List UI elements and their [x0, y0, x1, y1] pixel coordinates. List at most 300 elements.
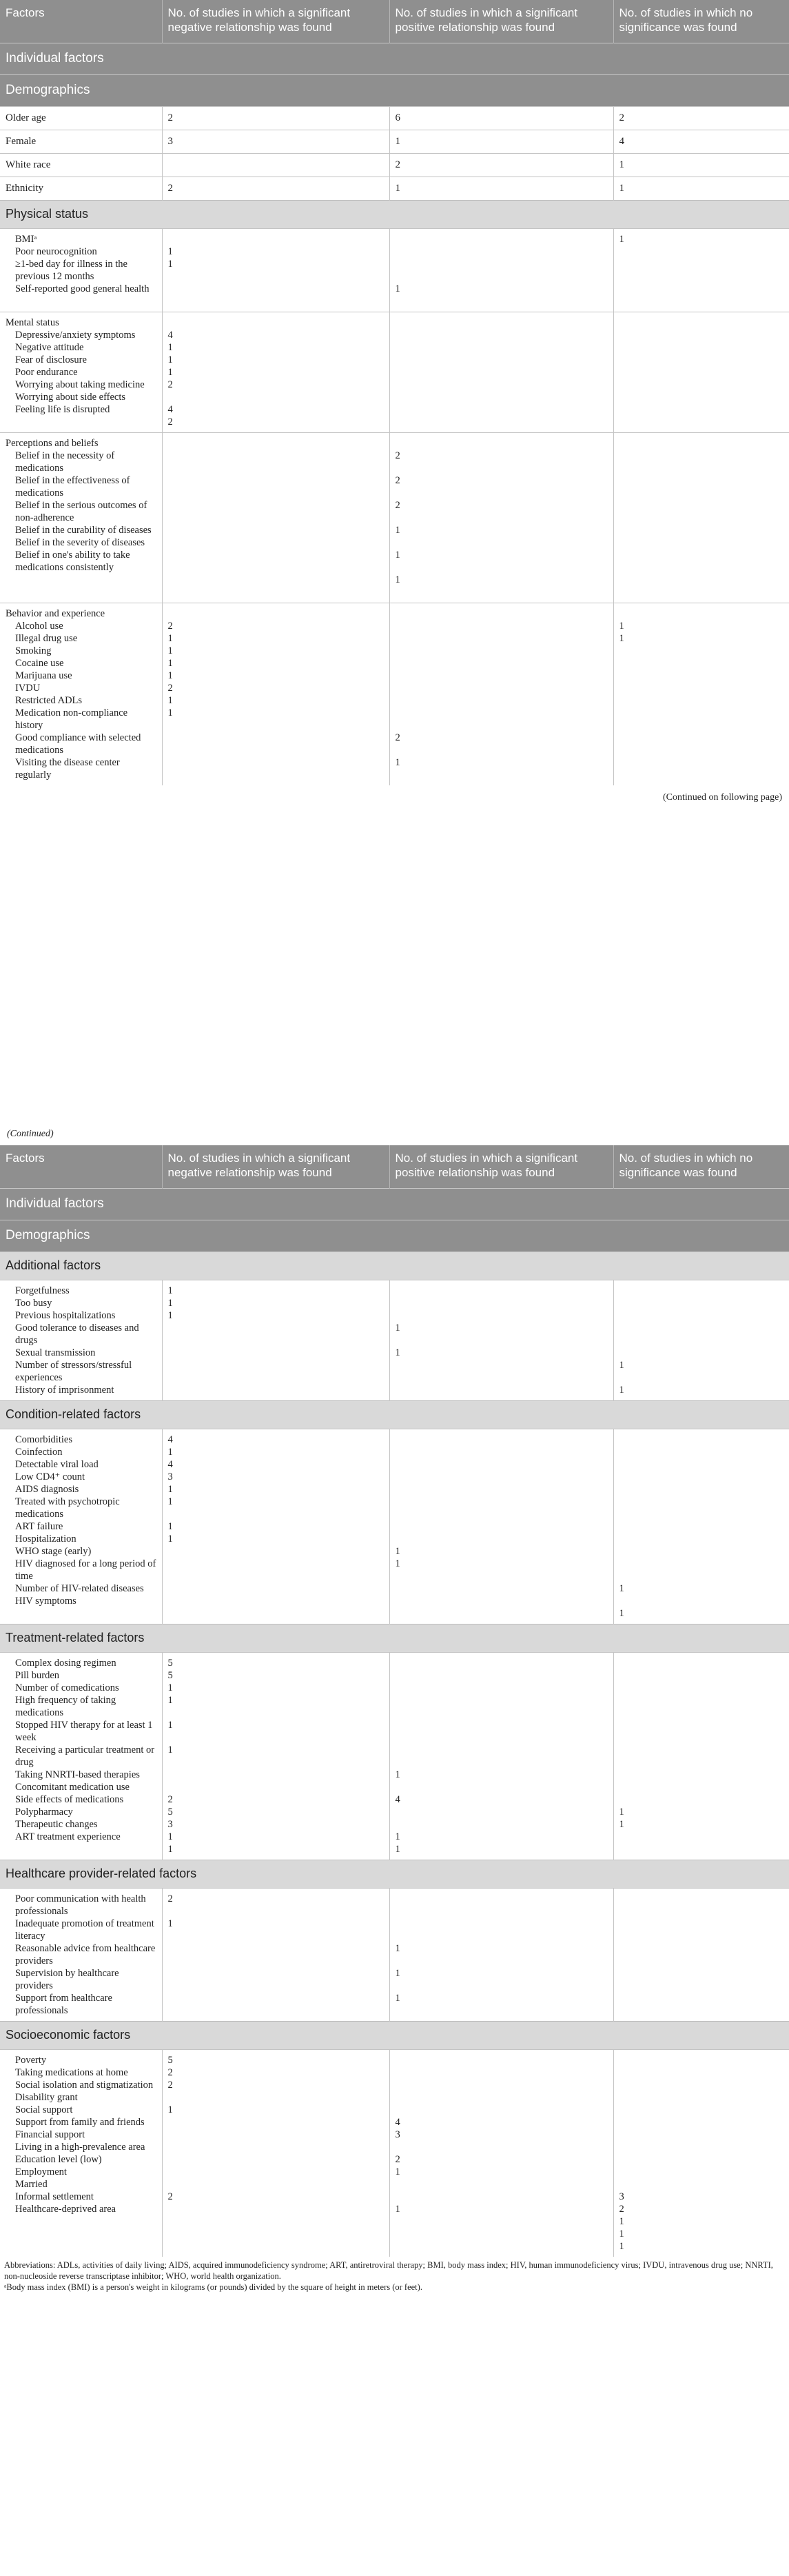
factor-label: Low CD4⁺ count — [15, 1471, 85, 1482]
positive-value — [396, 245, 608, 258]
positive-cell — [389, 1888, 613, 2021]
table-row — [0, 106, 789, 130]
factor-label: IVDU — [15, 682, 41, 694]
negative-value: 1 — [167, 1918, 173, 1929]
positive-value — [396, 1496, 608, 1520]
positive-value — [396, 657, 608, 670]
no-significance-value — [619, 2129, 784, 2153]
table-row — [0, 177, 789, 200]
factor-label: Illegal drug use — [15, 632, 78, 644]
positive-value: 4 — [395, 1793, 400, 1805]
positive-value: 1 — [395, 1769, 400, 1780]
no-significance-value — [619, 1322, 784, 1347]
negative-value: 1 — [167, 1446, 173, 1458]
factor-cell: Older age — [0, 106, 162, 130]
factor-label: Pill burden — [15, 1669, 60, 1681]
factor-label: Poverty — [15, 2054, 47, 2066]
spacer — [619, 437, 784, 450]
negative-value: 1 — [167, 1694, 173, 1706]
factor-label: HIV diagnosed for a long period of time — [15, 1558, 156, 1582]
positive-value: 1 — [395, 2166, 400, 2177]
negative-value — [168, 732, 384, 756]
positive-value: 2 — [395, 732, 400, 743]
positive-cell: 2 — [389, 153, 613, 177]
negative-value: 1 — [167, 1483, 173, 1495]
no-significance-value — [619, 1558, 784, 1582]
no-significance-value — [619, 1992, 784, 2017]
no-significance-value — [619, 450, 784, 474]
no-significance-value: 1 — [619, 1607, 624, 1619]
positive-value — [396, 620, 608, 632]
negative-value: 1 — [167, 645, 173, 656]
negative-value — [168, 1384, 384, 1396]
factor-label: Belief in the curability of diseases — [15, 524, 152, 536]
factor-label: Fear of disclosure — [15, 354, 87, 365]
factor-cell — [0, 1888, 162, 2021]
factor-label: Belief in the necessity of medications — [15, 450, 115, 474]
table-row-group — [0, 1429, 789, 1624]
positive-value — [396, 1458, 608, 1471]
positive-value — [396, 1359, 608, 1384]
no-significance-cell: 1 — [613, 153, 789, 177]
negative-value: 1 — [167, 366, 173, 378]
positive-value — [396, 1471, 608, 1483]
negative-value — [168, 1347, 384, 1359]
no-significance-value: 1 — [619, 1359, 624, 1371]
factor-cell — [0, 432, 162, 603]
factor-label: Feeling life is disrupted — [15, 403, 110, 415]
positive-value — [396, 694, 608, 707]
positive-cell — [389, 2049, 613, 2257]
negative-value: 4 — [167, 1433, 173, 1445]
positive-value — [396, 707, 608, 732]
section-title: Socioeconomic factors — [0, 2021, 789, 2049]
factor-label: Social support — [15, 2104, 73, 2115]
factor-label: History of imprisonment — [15, 1384, 114, 1396]
factor-label: Smoking — [15, 645, 52, 656]
negative-value: 2 — [167, 1793, 173, 1805]
factor-label: ART treatment experience — [15, 1831, 121, 1842]
factor-label: Therapeutic changes — [15, 1818, 98, 1830]
factor-label: WHO stage (early) — [15, 1545, 92, 1557]
negative-value — [168, 1967, 384, 1992]
negative-cell — [162, 312, 389, 432]
positive-value — [396, 2066, 608, 2079]
factor-label: Taking medications at home — [15, 2066, 128, 2078]
no-significance-value — [619, 1496, 784, 1520]
positive-value — [396, 645, 608, 657]
factor-label: Comorbidities — [15, 1433, 72, 1445]
positive-value — [396, 2240, 608, 2253]
positive-value: 1 — [395, 756, 400, 768]
positive-value — [396, 366, 608, 379]
positive-value — [396, 354, 608, 366]
factor-label: AIDS diagnosis — [15, 1483, 79, 1495]
factor-label: Depressive/anxiety symptoms — [15, 329, 136, 341]
negative-cell — [162, 603, 389, 785]
negative-cell — [162, 1280, 389, 1400]
negative-value — [168, 1322, 384, 1347]
table-row-group — [0, 312, 789, 432]
positive-value — [396, 1918, 608, 1942]
section-title: Physical status — [0, 200, 789, 228]
negative-value: 1 — [167, 707, 173, 718]
section-demographics: Demographics — [0, 74, 789, 106]
no-significance-value — [619, 1520, 784, 1533]
no-significance-value — [619, 2079, 784, 2104]
positive-value — [396, 2079, 608, 2104]
negative-value: 1 — [167, 1496, 173, 1507]
section-physical-status — [0, 200, 789, 228]
no-significance-value — [619, 670, 784, 682]
group-heading: Perceptions and beliefs — [6, 437, 99, 449]
no-significance-value — [619, 1831, 784, 1843]
negative-cell: 3 — [162, 130, 389, 153]
factor-label: Belief in the serious outcomes of non-adherence — [15, 499, 147, 523]
factor-label: Restricted ADLs — [15, 694, 83, 706]
section-title: Healthcare provider-related factors — [0, 1860, 789, 1888]
positive-value — [396, 1520, 608, 1533]
no-significance-value: 1 — [619, 1806, 624, 1818]
no-significance-value — [619, 657, 784, 670]
no-significance-value — [619, 1793, 784, 1806]
negative-value — [168, 1942, 384, 1967]
factor-label: Negative attitude — [15, 341, 84, 353]
table-page-1 — [0, 0, 789, 803]
no-significance-value — [619, 1533, 784, 1545]
negative-value: 1 — [167, 1682, 173, 1693]
factor-label: Coinfection — [15, 1446, 63, 1458]
negative-value — [168, 2129, 384, 2153]
factor-label: Concomitant medication use — [15, 1781, 130, 1793]
positive-value — [396, 1533, 608, 1545]
factor-cell — [0, 1280, 162, 1400]
no-significance-value — [619, 366, 784, 379]
positive-value — [396, 2104, 608, 2116]
factor-label: Informal settlement — [15, 2191, 94, 2202]
group-heading: Mental status — [6, 316, 59, 328]
positive-value — [396, 2228, 608, 2240]
table-row-group — [0, 228, 789, 312]
positive-cell — [389, 432, 613, 603]
factor-label: Previous hospitalizations — [15, 1309, 116, 1321]
no-significance-value: 1 — [619, 1384, 624, 1396]
no-significance-value — [619, 645, 784, 657]
positive-value — [396, 1582, 608, 1607]
no-significance-cell — [613, 1888, 789, 2021]
no-significance-value — [619, 379, 784, 403]
negative-cell — [162, 1652, 389, 1860]
header-positive: No. of studies in which a significant positive relationship was found — [389, 0, 613, 43]
factor-cell: White race — [0, 153, 162, 177]
positive-value — [396, 1607, 608, 1620]
factor-label: Reasonable advice from healthcare providers — [15, 1942, 156, 1966]
negative-value: 1 — [167, 341, 173, 353]
no-significance-value — [619, 416, 784, 428]
section-row — [0, 1400, 789, 1429]
positive-value — [396, 1893, 608, 1918]
spacer — [619, 607, 784, 620]
negative-cell — [162, 1888, 389, 2021]
footnote-abbreviations: Abbreviations: ADLs, activities of daily living; AIDS, acquired immunodeficiency syndrome; ART, antiretroviral therapy; BMI, body mass index; HIV, human immunodeficiency virus; IVDU, intravenous drug use; NNRTI, non-nucleoside reverse transcriptase inhibitor; WHO, world health organization. — [4, 2260, 773, 2281]
no-significance-value: 1 — [619, 620, 624, 632]
no-significance-cell — [613, 432, 789, 603]
factor-label: Worrying about taking medicine — [15, 379, 145, 390]
negative-value: 1 — [167, 1831, 173, 1842]
no-significance-value — [619, 258, 784, 283]
negative-value: 2 — [167, 2079, 173, 2091]
no-significance-value: 1 — [619, 1818, 624, 1830]
positive-value: 1 — [395, 2203, 400, 2215]
no-significance-value — [619, 549, 784, 574]
negative-value — [168, 499, 384, 524]
negative-value: 2 — [167, 682, 173, 694]
positive-value — [396, 1309, 608, 1322]
factor-label: Number of comedications — [15, 1682, 119, 1693]
header-positive: No. of studies in which a significant positive relationship was found — [389, 1145, 613, 1188]
table-row-group — [0, 1652, 789, 1860]
table-header-row — [0, 1145, 789, 1188]
positive-cell — [389, 312, 613, 432]
group-heading: Behavior and experience — [6, 607, 105, 619]
no-significance-value: 1 — [619, 2228, 624, 2240]
no-significance-value — [619, 2104, 784, 2116]
positive-value — [396, 1384, 608, 1396]
positive-value — [396, 2054, 608, 2066]
negative-value: 2 — [167, 1893, 173, 1904]
factors-table-continued — [0, 1145, 789, 2257]
factor-label: Stopped HIV therapy for at least 1 week — [15, 1719, 153, 1743]
negative-value: 2 — [167, 416, 173, 427]
section-individual-factors: Individual factors — [0, 1188, 789, 1220]
factor-label: Number of stressors/stressful experiences — [15, 1359, 132, 1383]
section-title: Treatment-related factors — [0, 1624, 789, 1652]
negative-cell: 2 — [162, 106, 389, 130]
no-significance-value — [619, 1893, 784, 1918]
no-significance-value — [619, 1471, 784, 1483]
section-title: Condition-related factors — [0, 1400, 789, 1429]
negative-value: 3 — [167, 1818, 173, 1830]
factor-label: Good compliance with selected medications — [15, 732, 141, 756]
negative-value: 1 — [167, 1719, 173, 1731]
continued-note: (Continued on following page) — [662, 792, 782, 803]
table-row-group — [0, 2049, 789, 2257]
positive-value — [396, 1682, 608, 1694]
negative-value — [168, 2166, 384, 2191]
negative-value: 1 — [167, 1309, 173, 1321]
positive-value — [396, 329, 608, 341]
factor-label: Good tolerance to diseases and drugs — [15, 1322, 139, 1346]
positive-value: 1 — [395, 574, 400, 585]
positive-value: 2 — [395, 474, 400, 486]
positive-cell — [389, 603, 613, 785]
positive-value — [396, 258, 608, 283]
negative-value — [168, 2215, 384, 2228]
positive-value — [396, 379, 608, 403]
negative-value: 4 — [167, 1458, 173, 1470]
no-significance-value — [619, 2116, 784, 2129]
no-significance-value — [619, 1446, 784, 1458]
section-row — [0, 2021, 789, 2049]
negative-value — [168, 756, 384, 781]
factor-cell: Ethnicity — [0, 177, 162, 200]
section-row — [0, 1251, 789, 1280]
positive-value — [396, 1297, 608, 1309]
negative-value — [168, 2153, 384, 2166]
section-individual-factors: Individual factors — [0, 43, 789, 74]
positive-cell — [389, 1652, 613, 1860]
factor-cell — [0, 2049, 162, 2257]
positive-value — [396, 1285, 608, 1297]
factor-cell — [0, 312, 162, 432]
no-significance-value: 1 — [619, 233, 624, 245]
no-significance-value: 3 — [619, 2191, 624, 2202]
factor-cell — [0, 1652, 162, 1860]
factor-label: Employment — [15, 2166, 67, 2177]
no-significance-value — [619, 1545, 784, 1558]
no-significance-value — [619, 245, 784, 258]
positive-value: 1 — [395, 1347, 400, 1358]
positive-value — [396, 1657, 608, 1669]
positive-cell — [389, 1280, 613, 1400]
no-significance-value: 1 — [619, 632, 624, 644]
factor-label: Worrying about side effects — [15, 391, 126, 403]
negative-value — [168, 1607, 384, 1620]
negative-value — [168, 1545, 384, 1558]
no-significance-value — [619, 1669, 784, 1682]
no-significance-value — [619, 499, 784, 524]
factor-label: Self-reported good general health — [15, 283, 150, 294]
no-significance-cell — [613, 312, 789, 432]
factor-label: HIV symptoms — [15, 1595, 76, 1607]
factor-label: Support from family and friends — [15, 2116, 145, 2128]
positive-value: 1 — [395, 1992, 400, 2004]
factor-label: Financial support — [15, 2129, 85, 2140]
no-significance-value — [619, 732, 784, 756]
no-significance-value — [619, 2153, 784, 2166]
negative-value: 1 — [167, 258, 173, 270]
factor-label: Support from healthcare professionals — [15, 1992, 112, 2016]
factor-label: Married — [15, 2178, 48, 2190]
no-significance-value — [619, 682, 784, 694]
negative-value — [168, 1582, 384, 1607]
table-row-group — [0, 432, 789, 603]
factor-label: Living in a high-prevalence area — [15, 2141, 145, 2153]
positive-value — [396, 1446, 608, 1458]
positive-value: 4 — [395, 2116, 400, 2128]
header-negative: No. of studies in which a significant negative relationship was found — [162, 0, 389, 43]
no-significance-value: 1 — [619, 2215, 624, 2227]
factor-label: Social isolation and stigmatization — [15, 2079, 154, 2091]
negative-value — [168, 2240, 384, 2253]
negative-value: 1 — [167, 354, 173, 365]
factor-label: Supervision by healthcare providers — [15, 1967, 119, 1991]
positive-value: 1 — [395, 1967, 400, 1979]
no-significance-value — [619, 1918, 784, 1942]
no-significance-value — [619, 694, 784, 707]
table-row-group — [0, 1888, 789, 2021]
negative-cell — [162, 153, 389, 177]
no-significance-value — [619, 474, 784, 499]
no-significance-value — [619, 1682, 784, 1694]
factor-label: Healthcare-deprived area — [15, 2203, 116, 2215]
negative-value — [168, 574, 384, 598]
factor-label: Sexual transmission — [15, 1347, 96, 1358]
positive-value — [396, 233, 608, 245]
negative-value — [168, 2116, 384, 2129]
positive-value: 2 — [395, 499, 400, 511]
negative-value — [168, 283, 384, 308]
negative-value: 5 — [167, 1806, 173, 1818]
positive-value: 2 — [395, 450, 400, 461]
table-row-group — [0, 1280, 789, 1400]
negative-value: 1 — [167, 657, 173, 669]
header-no-significance: No. of studies in which no significance was found — [613, 1145, 789, 1188]
no-significance-cell — [613, 228, 789, 312]
negative-value: 1 — [167, 2104, 173, 2115]
factor-label: Belief in the effectiveness of medications — [15, 474, 130, 499]
no-significance-cell — [613, 1280, 789, 1400]
section-row — [0, 1624, 789, 1652]
spacer — [168, 607, 384, 620]
negative-value: 1 — [167, 632, 173, 644]
negative-value — [168, 233, 384, 245]
positive-value — [396, 416, 608, 428]
factor-label: Detectable viral load — [15, 1458, 99, 1470]
positive-value: 1 — [395, 524, 400, 536]
no-significance-value: 1 — [619, 2240, 624, 2252]
positive-value — [396, 341, 608, 354]
no-significance-value — [619, 1967, 784, 1992]
negative-value — [168, 1992, 384, 2017]
factor-label: Belief in the severity of diseases — [15, 536, 145, 548]
header-negative: No. of studies in which a significant negative relationship was found — [162, 1145, 389, 1188]
spacer — [168, 437, 384, 450]
no-significance-value — [619, 2066, 784, 2079]
no-significance-value — [619, 354, 784, 366]
positive-value — [396, 403, 608, 416]
factor-label: Hospitalization — [15, 1533, 76, 1544]
no-significance-cell — [613, 2049, 789, 2257]
no-significance-cell: 1 — [613, 177, 789, 200]
section-demographics: Demographics — [0, 1220, 789, 1251]
positive-value — [396, 2191, 608, 2203]
spacer — [396, 316, 608, 329]
no-significance-value — [619, 2054, 784, 2066]
negative-value: 2 — [167, 2066, 173, 2078]
positive-value: 1 — [395, 1545, 400, 1557]
no-significance-value — [619, 1942, 784, 1967]
no-significance-value — [619, 283, 784, 308]
negative-value — [168, 474, 384, 499]
factor-cell — [0, 1429, 162, 1624]
positive-value: 1 — [395, 1558, 400, 1569]
factor-label: Poor endurance — [15, 366, 78, 378]
no-significance-value — [619, 1483, 784, 1496]
negative-value: 2 — [167, 379, 173, 390]
table-header-row — [0, 0, 789, 43]
negative-value — [168, 450, 384, 474]
no-significance-value — [619, 341, 784, 354]
negative-value — [168, 549, 384, 574]
no-significance-value — [619, 329, 784, 341]
factor-label: Side effects of medications — [15, 1793, 124, 1805]
positive-value: 1 — [395, 549, 400, 561]
negative-cell: 2 — [162, 177, 389, 200]
negative-value: 1 — [167, 670, 173, 681]
no-significance-value — [619, 1347, 784, 1359]
factor-label: Education level (low) — [15, 2153, 102, 2165]
